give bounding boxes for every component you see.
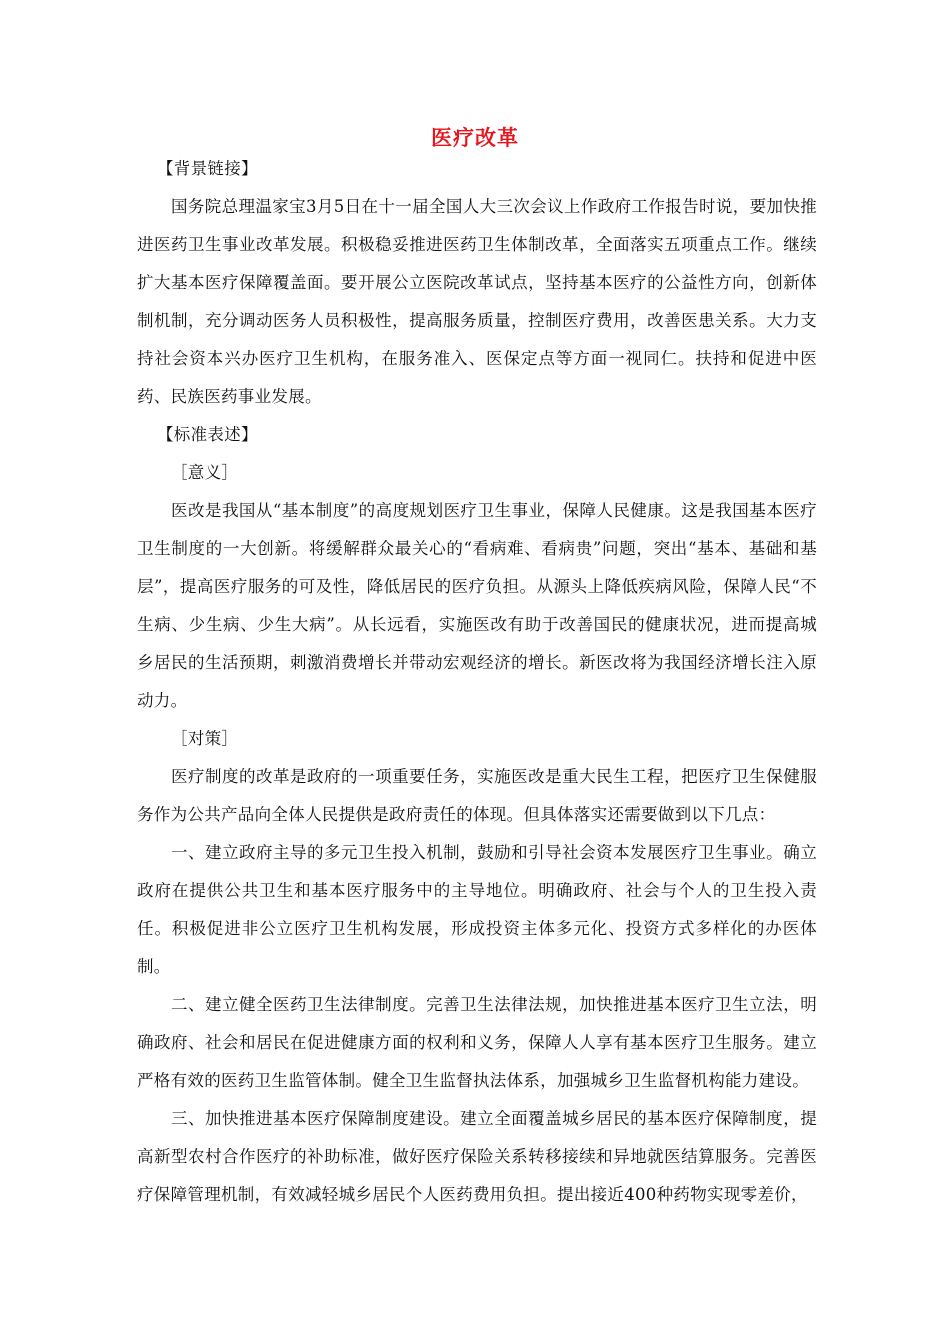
background-heading: 【背景链接】 <box>157 159 258 178</box>
standard-heading: 【标准表述】 <box>157 425 258 444</box>
measure-1-paragraph: 一、建立政府主导的多元卫生投入机制，鼓励和引导社会资本发展医疗卫生事业。确立政府在提供公共卫生和基本医疗服务中的主导地位。明确政府、社会与个人的卫生投入责任。积极促进非公立医疗卫生机构发展，形成投资主体多元化、投资方式多样化的办医体制。 <box>137 843 817 976</box>
measure-3-paragraph: 三、加快推进基本医疗保障制度建设。建立全面覆盖城乡居民的基本医疗保障制度，提高新型农村合作医疗的补助标准，做好医疗保险关系转移接续和异地就医结算服务。完善医疗保障管理机制，有效减轻城乡居民个人医药费用负担。提出接近400种药物实现零差价， <box>137 1109 817 1204</box>
document-body <box>137 150 817 1214</box>
document-title: 医疗改革 <box>431 126 519 150</box>
meaning-paragraph: 医改是我国从“基本制度”的高度规划医疗卫生事业，保障人民健康。这是我国基本医疗卫生制度的一大创新。将缓解群众最关心的“看病难、看病贵”问题，突出“基本、基础和基层”，提高医疗服务的可及性，降低居民的医疗负担。从源头上降低疾病风险，保障人民“不生病、少生病、少生大病”。从长远看，实施医改有助于改善国民的健康状况，进而提高城乡居民的生活预期，刺激消费增长并带动宏观经济的增长。新医改将为我国经济增长注入原动力。 <box>137 501 817 710</box>
meaning-heading: ［意义］ <box>171 463 239 482</box>
measures-heading: ［对策］ <box>171 729 239 748</box>
measures-intro-paragraph: 医疗制度的改革是政府的一项重要任务，实施医改是重大民生工程，把医疗卫生保健服务作为公共产品向全体人民提供是政府责任的体现。但具体落实还需要做到以下几点： <box>137 767 817 824</box>
measure-2-paragraph: 二、建立健全医药卫生法律制度。完善卫生法律法规，加快推进基本医疗卫生立法，明确政府、社会和居民在促进健康方面的权利和义务，保障人人享有基本医疗卫生服务。建立严格有效的医药卫生监管体制。健全卫生监督执法体系，加强城乡卫生监督机构能力建设。 <box>137 995 817 1090</box>
background-paragraph: 国务院总理温家宝3月5日在十一届全国人大三次会议上作政府工作报告时说，要加快推进医药卫生事业改革发展。积极稳妥推进医药卫生体制改革，全面落实五项重点工作。继续扩大基本医疗保障覆盖面。要开展公立医院改革试点，坚持基本医疗的公益性方向，创新体制机制，充分调动医务人员积极性，提高服务质量，控制医疗费用，改善医患关系。大力支持社会资本兴办医疗卫生机构，在服务准入、医保定点等方面一视同仁。扶持和促进中医药、民族医药事业发展。 <box>137 197 817 406</box>
